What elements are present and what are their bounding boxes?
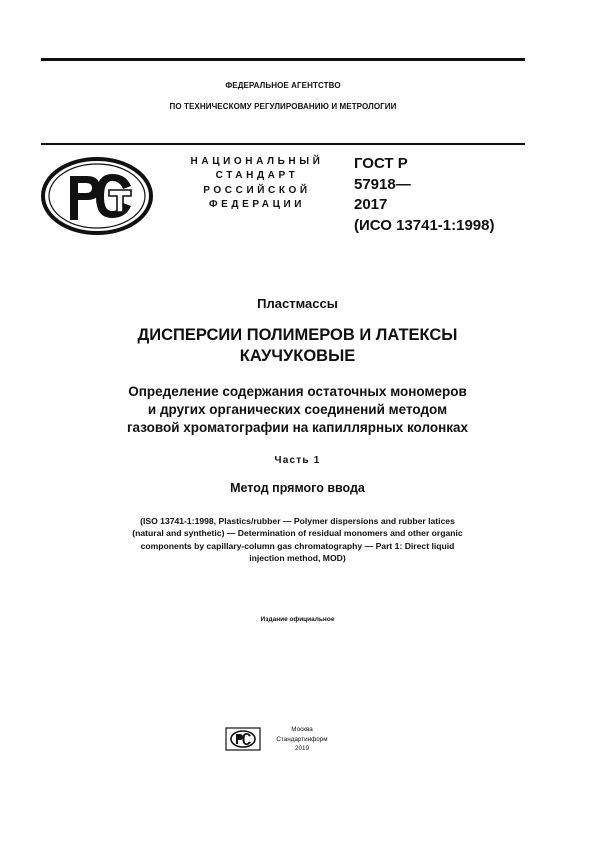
main-title [20, 325, 575, 367]
publisher-year: 2019 [294, 745, 309, 752]
iso-reference [40, 515, 555, 565]
agency-line-1: ФЕДЕРАЛЬНОЕ АГЕНТСТВО [225, 81, 341, 90]
agency-line-2: ПО ТЕХНИЧЕСКОМУ РЕГУЛИРОВАНИЮ И МЕТРОЛОГИИ [169, 102, 397, 111]
top-rule [41, 58, 525, 61]
rst-logo-icon [40, 156, 154, 236]
part-number: Часть 1 [274, 455, 321, 466]
subtitle [20, 383, 575, 437]
iso-reference-line-3: components by capillary-column gas chromatography — Part 1: Direct liquid [140, 540, 455, 551]
subtitle-line-1: Определение содержания остаточных мономеров [128, 384, 467, 399]
publisher-info [262, 725, 342, 754]
subtitle-line-3: газовой хроматографии на капиллярных колонках [126, 420, 469, 435]
standard-type-line-1: НАЦИОНАЛЬНЫЙ [190, 156, 324, 167]
standard-type-line-2: СТАНДАРТ [215, 170, 299, 182]
standard-type-line-4: ФЕДЕРАЦИИ [208, 198, 306, 210]
designation-line-4: (ИСО 13741-1:1998) [354, 216, 495, 234]
designation-line-2: 57918— [354, 175, 411, 193]
header-rule [41, 143, 525, 145]
publisher-city: Москва [291, 726, 313, 733]
official-edition: Издание официальное [260, 616, 335, 623]
standard-type-line-3: РОССИЙСКОЙ [203, 184, 311, 196]
part-title: Метод прямого ввода [230, 481, 365, 495]
designation-line-3: 2017 [354, 196, 388, 213]
iso-reference-line-1: (ISO 13741-1:1998, Plastics/rubber — Polymer dispersions and rubber latices [140, 516, 455, 526]
designation-line-1: ГОСТ Р [354, 155, 408, 172]
standard-designation [354, 154, 554, 236]
subtitle-line-2: и других органических соединений методом [147, 402, 448, 417]
publisher-name: Стандартинформ [276, 735, 328, 743]
title-group: Пластмассы [257, 296, 338, 311]
iso-reference-line-2: (natural and synthetic) — Determination of residual monomers and other organic [132, 528, 463, 539]
main-title-line-2: КАУЧУКОВЫЕ [239, 347, 356, 365]
publisher-logo-icon [225, 727, 261, 751]
standard-type [172, 155, 342, 212]
main-title-line-1: ДИСПЕРСИИ ПОЛИМЕРОВ И ЛАТЕКСЫ [137, 326, 458, 344]
iso-reference-line-4: injection method, MOD) [249, 553, 346, 564]
